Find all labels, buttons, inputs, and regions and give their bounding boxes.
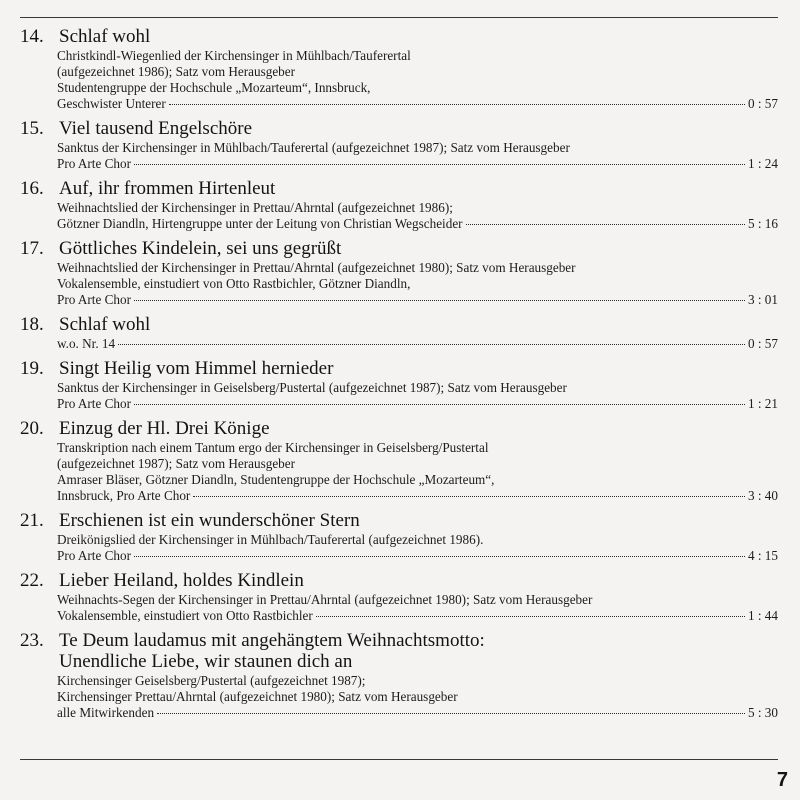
dot-leader: [118, 344, 745, 345]
track-detail-line: Kirchensinger Prettau/Ahrntal (aufgezeichnet 1980); Satz vom Herausgeber: [57, 689, 458, 704]
track-duration: 5 : 16: [747, 216, 778, 231]
track-duration: 1 : 44: [747, 608, 778, 623]
track-entry: [20, 511, 780, 564]
track-entry: [20, 631, 780, 721]
track-title-text: Erschienen ist ein wunderschöner Stern: [59, 510, 360, 531]
dot-leader: [169, 104, 745, 105]
track-detail-line: Transkription nach einem Tantum ergo der Kirchensinger in Geiselsberg/Pustertal: [57, 440, 489, 455]
track-credit-line: [20, 548, 780, 564]
track-number: 20.: [20, 418, 44, 439]
track-credit-text: Innsbruck, Pro Arte Chor: [57, 488, 191, 503]
top-rule: [20, 17, 778, 18]
track-title-text: Schlaf wohl: [59, 314, 151, 335]
dot-leader: [193, 496, 745, 497]
track-number: 14.: [20, 26, 44, 47]
track-credit-line: [20, 156, 780, 172]
dot-leader: [157, 713, 745, 714]
track-title: [20, 419, 780, 439]
track-title-text: Schlaf wohl: [59, 26, 151, 47]
track-detail-line: (aufgezeichnet 1986); Satz vom Herausgeber: [57, 64, 296, 79]
track-duration: 1 : 21: [747, 396, 778, 411]
track-number: 17.: [20, 238, 44, 259]
track-credit-text: alle Mitwirkenden: [57, 705, 155, 720]
track-credit-line: [20, 96, 780, 112]
dot-leader: [134, 404, 745, 405]
track-credit-line: [20, 488, 780, 504]
page-number: 7: [776, 769, 788, 791]
track-list: [20, 27, 780, 728]
track-title: [20, 179, 780, 199]
track-credit-line: [20, 336, 780, 352]
track-title-continued: Unendliche Liebe, wir staunen dich an: [59, 651, 353, 672]
track-credit-line: [20, 608, 780, 624]
track-duration: 1 : 24: [747, 156, 778, 171]
track-title-text: Te Deum laudamus mit angehängtem Weihnachtsmotto:: [59, 630, 485, 651]
track-title: [20, 239, 780, 259]
track-detail-line: Kirchensinger Geiselsberg/Pustertal (aufgezeichnet 1987);: [57, 673, 366, 688]
track-title: [20, 27, 780, 47]
track-duration: 5 : 30: [747, 705, 778, 720]
track-credit-line: [20, 396, 780, 412]
dot-leader: [134, 300, 745, 301]
track-entry: [20, 27, 780, 112]
track-entry: [20, 419, 780, 504]
track-detail-line: Dreikönigslied der Kirchensinger in Mühlbach/Tauferertal (aufgezeichnet 1986).: [57, 532, 484, 547]
dot-leader: [466, 224, 745, 225]
track-detail-line: Christkindl-Wiegenlied der Kirchensinger in Mühlbach/Tauferertal: [57, 48, 411, 63]
track-entry: [20, 239, 780, 308]
dot-leader: [316, 616, 745, 617]
track-title: [20, 631, 780, 651]
track-credit-text: Pro Arte Chor: [57, 156, 131, 171]
track-credit-line: [20, 705, 780, 721]
track-number: 18.: [20, 314, 44, 335]
track-credit-text: Pro Arte Chor: [57, 548, 131, 563]
track-title: [20, 119, 780, 139]
track-number: 22.: [20, 570, 44, 591]
track-title-text: Lieber Heiland, holdes Kindlein: [59, 570, 304, 591]
track-detail-line: Weihnachtslied der Kirchensinger in Prettau/Ahrntal (aufgezeichnet 1980); Satz vom Herausgeber: [57, 260, 576, 275]
track-title: [20, 571, 780, 591]
track-detail-line: Sanktus der Kirchensinger in Mühlbach/Tauferertal (aufgezeichnet 1987); Satz vom Herausgeber: [57, 140, 570, 155]
track-credit-text: Pro Arte Chor: [57, 292, 131, 307]
track-detail-line: Weihnachts-Segen der Kirchensinger in Prettau/Ahrntal (aufgezeichnet 1980); Satz vom Herausgeber: [57, 592, 593, 607]
track-detail-line: Vokalensemble, einstudiert von Otto Rastbichler, Götzner Diandln,: [57, 276, 411, 291]
track-number: 19.: [20, 358, 44, 379]
track-title-text: Singt Heilig vom Himmel hernieder: [59, 358, 334, 379]
track-detail-line: Amraser Bläser, Götzner Diandln, Studentengruppe der Hochschule „Mozarteum“,: [57, 472, 495, 487]
track-credit-text: Vokalensemble, einstudiert von Otto Rastbichler: [57, 608, 313, 623]
track-detail-line: Studentengruppe der Hochschule „Mozarteum“, Innsbruck,: [57, 80, 371, 95]
track-title-text: Viel tausend Engelschöre: [59, 118, 253, 139]
dot-leader: [134, 164, 745, 165]
track-entry: [20, 119, 780, 172]
track-entry: [20, 359, 780, 412]
track-title: [20, 315, 780, 335]
track-number: 16.: [20, 178, 44, 199]
track-title-text: Göttliches Kindelein, sei uns gegrüßt: [59, 238, 342, 259]
track-credit-text: Geschwister Unterer: [57, 96, 166, 111]
track-number: 15.: [20, 118, 44, 139]
track-duration: 4 : 15: [747, 548, 778, 563]
track-detail-line: (aufgezeichnet 1987); Satz vom Herausgeber: [57, 456, 296, 471]
track-duration: 3 : 01: [747, 292, 778, 307]
track-entry: [20, 315, 780, 352]
track-duration: 0 : 57: [747, 96, 778, 111]
track-credit-line: [20, 216, 780, 232]
track-duration: 0 : 57: [747, 336, 778, 351]
track-number: 21.: [20, 510, 44, 531]
dot-leader: [134, 556, 745, 557]
track-detail-line: Sanktus der Kirchensinger in Geiselsberg/Pustertal (aufgezeichnet 1987); Satz vom Herausgeber: [57, 380, 567, 395]
track-credit-text: w.o. Nr. 14: [57, 336, 116, 351]
track-title-text: Auf, ihr frommen Hirtenleut: [59, 178, 276, 199]
bottom-rule: [20, 759, 778, 760]
track-credit-line: [20, 292, 780, 308]
track-entry: [20, 571, 780, 624]
track-credit-text: Pro Arte Chor: [57, 396, 131, 411]
track-title: [20, 511, 780, 531]
track-detail-line: Weihnachtslied der Kirchensinger in Prettau/Ahrntal (aufgezeichnet 1986);: [57, 200, 453, 215]
track-title-text: Einzug der Hl. Drei Könige: [59, 418, 270, 439]
track-credit-text: Götzner Diandln, Hirtengruppe unter der Leitung von Christian Wegscheider: [57, 216, 463, 231]
track-number: 23.: [20, 630, 44, 651]
track-entry: [20, 179, 780, 232]
track-duration: 3 : 40: [747, 488, 778, 503]
track-title: [20, 359, 780, 379]
